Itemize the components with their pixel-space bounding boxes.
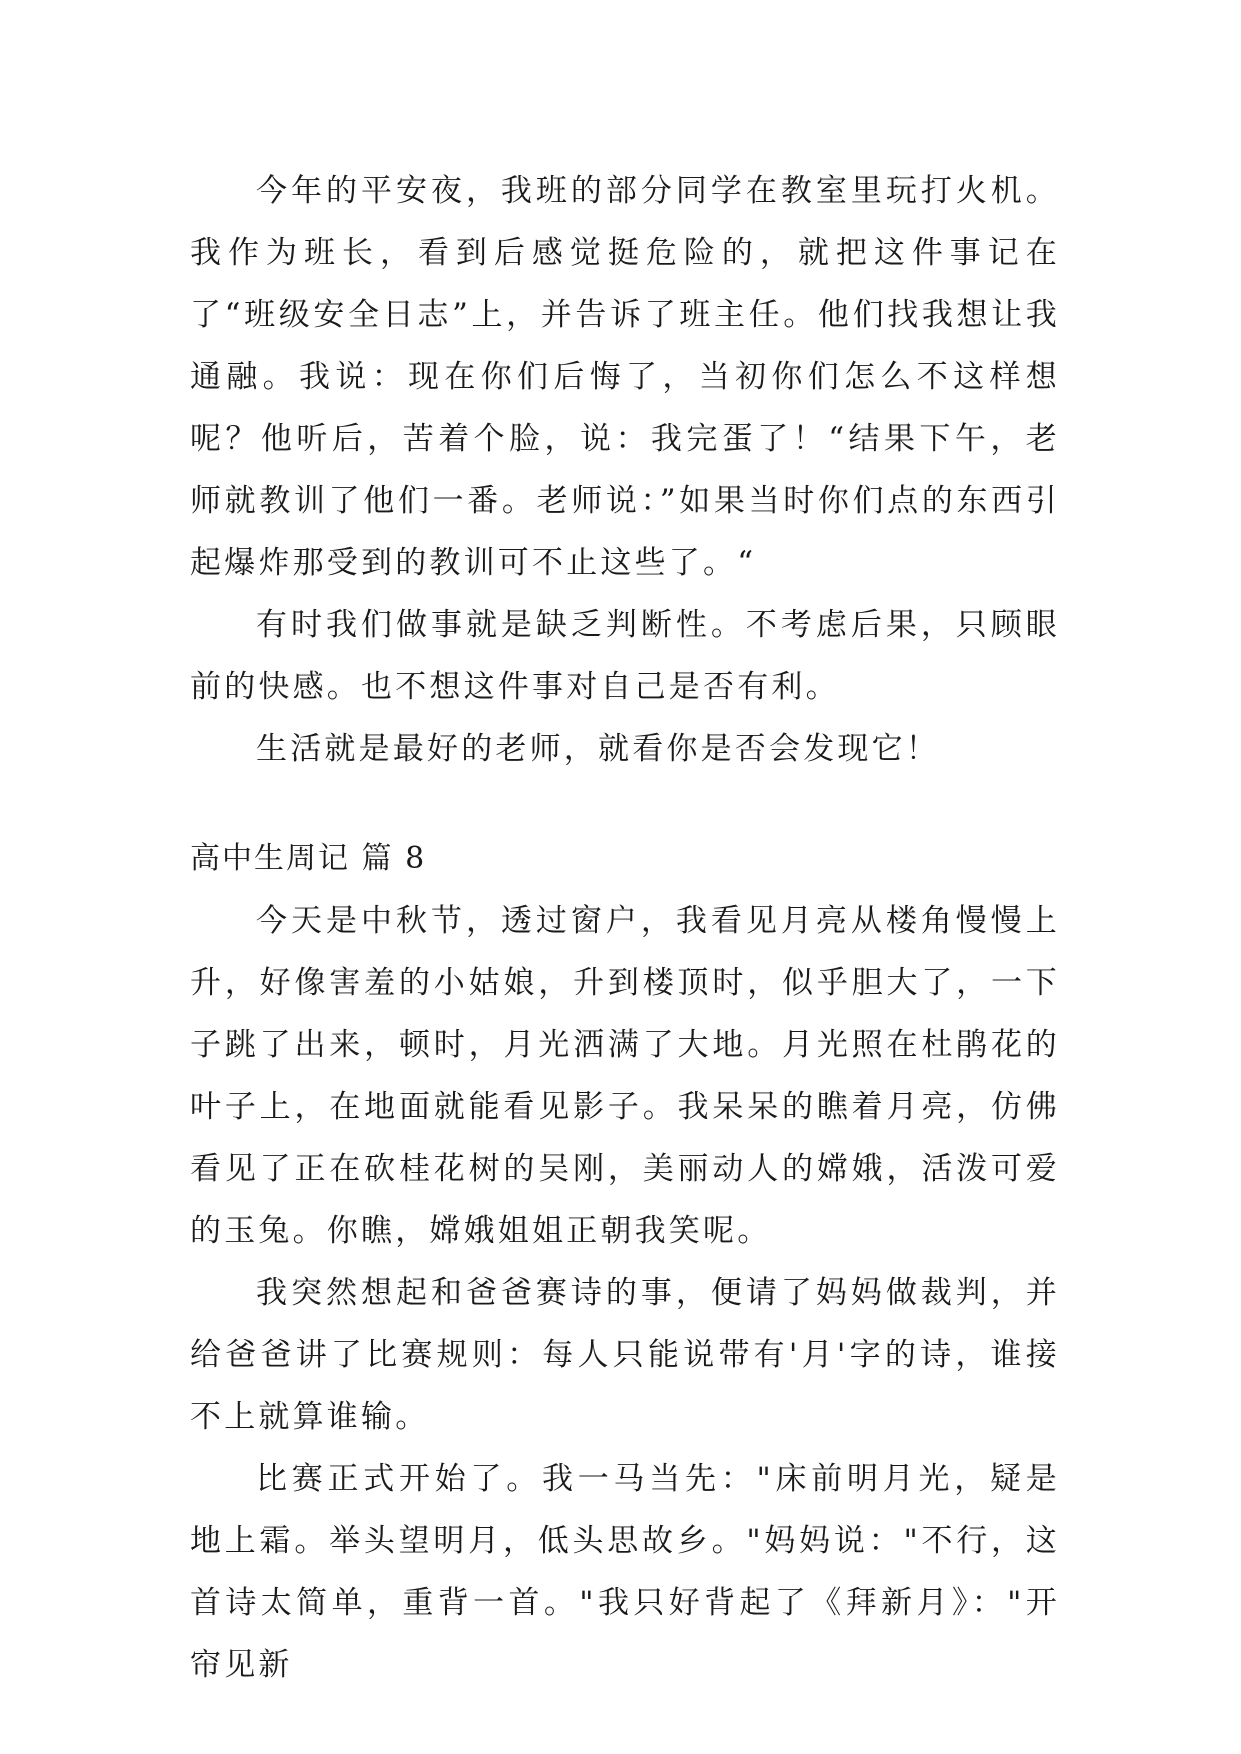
paragraph: 比赛正式开始了。我一马当先："床前明月光，疑是地上霜。举头望明月，低头思故乡。"妈妈说："不行，这首诗太简单，重背一首。"我只好背起了《拜新月》："开帘见新: [190, 1461, 1060, 1683]
document-page: [190, 160, 1060, 1696]
essay-section-2: [190, 828, 1060, 1696]
paragraph: 生活就是最好的老师，就看你是否会发现它！: [256, 731, 940, 767]
paragraph: 今年的平安夜，我班的部分同学在教室里玩打火机。我作为班长，看到后感觉挺危险的，就把这件事记在了“班级安全日志”上，并告诉了班主任。他们找我想让我通融。我说：现在你们后悔了，当初你们怎么不这样想呢？他听后，苦着个脸，说：我完蛋了！“结果下午，老师就教训了他们一番。老师说：”如果当时你们点的东西引起爆炸那受到的教训可不止这些了。“: [190, 173, 1060, 581]
paragraph: 有时我们做事就是缺乏判断性。不考虑后果，只顾眼前的快感。也不想这件事对自己是否有利。: [190, 607, 1060, 705]
section-title: 高中生周记 篇 8: [190, 841, 427, 876]
paragraph: 今天是中秋节，透过窗户，我看见月亮从楼角慢慢上升，好像害羞的小姑娘，升到楼顶时，似乎胆大了，一下子跳了出来，顿时，月光洒满了大地。月光照在杜鹃花的叶子上，在地面就能看见影子。我呆呆的瞧着月亮，仿佛看见了正在砍桂花树的吴刚，美丽动人的嫦娥，活泼可爱的玉兔。你瞧，嫦娥姐姐正朝我笑呢。: [190, 903, 1060, 1249]
essay-section-1: [190, 160, 1060, 780]
paragraph: 我突然想起和爸爸赛诗的事，便请了妈妈做裁判，并给爸爸讲了比赛规则：每人只能说带有'月'字的诗，谁接不上就算谁输。: [190, 1275, 1060, 1435]
